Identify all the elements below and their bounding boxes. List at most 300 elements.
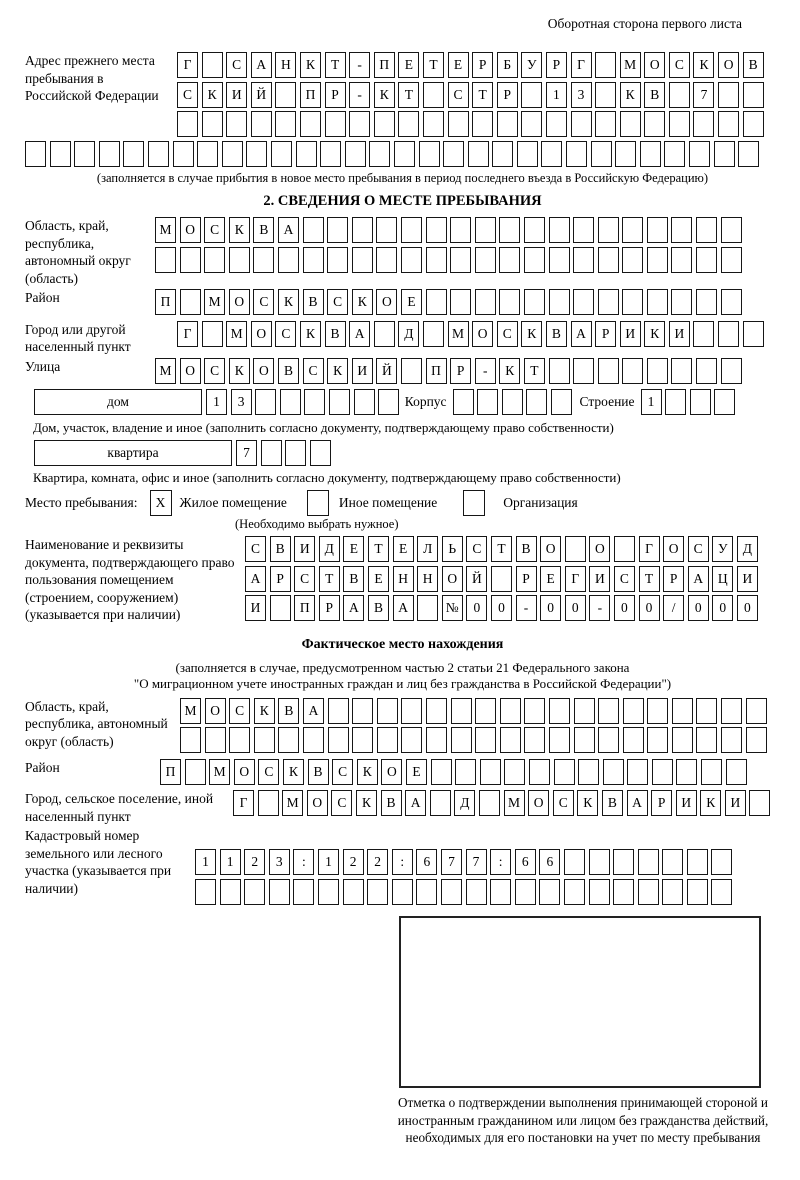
char-box xyxy=(318,879,339,905)
oblast-label: Область, край, республика, автономный округ (область) xyxy=(25,218,131,286)
char-box: А xyxy=(245,566,266,592)
char-box: К xyxy=(693,52,714,78)
char-box xyxy=(672,698,693,724)
char-box xyxy=(573,217,594,243)
char-box xyxy=(696,727,717,753)
char-box: И xyxy=(245,595,266,621)
char-box: - xyxy=(589,595,610,621)
char-box xyxy=(99,141,120,167)
dom-rect-label: дом xyxy=(34,389,202,415)
char-box: Р xyxy=(472,52,493,78)
char-box xyxy=(475,698,496,724)
char-box: О xyxy=(644,52,665,78)
factual-oblast-row-2 xyxy=(180,727,770,753)
char-box xyxy=(197,141,218,167)
char-box xyxy=(329,389,350,415)
char-box xyxy=(696,698,717,724)
char-box: Е xyxy=(368,566,389,592)
char-box xyxy=(696,289,717,315)
char-box xyxy=(417,595,438,621)
gorod-row xyxy=(177,321,767,347)
char-box xyxy=(426,289,447,315)
char-box: О xyxy=(180,217,201,243)
char-box xyxy=(492,141,513,167)
char-box xyxy=(204,247,225,273)
char-box xyxy=(676,759,697,785)
char-box xyxy=(253,247,274,273)
char-box xyxy=(475,217,496,243)
char-box xyxy=(662,849,683,875)
char-box xyxy=(640,141,661,167)
char-box xyxy=(566,141,587,167)
document-row-2 xyxy=(245,566,761,592)
char-box xyxy=(327,247,348,273)
char-box xyxy=(246,141,267,167)
char-box xyxy=(591,141,612,167)
char-box xyxy=(627,759,648,785)
factual-raion-row xyxy=(160,759,750,785)
char-box xyxy=(647,289,668,315)
char-box xyxy=(401,727,422,753)
oblast-field xyxy=(25,217,780,287)
char-box: У xyxy=(521,52,542,78)
char-box: Й xyxy=(376,358,397,384)
char-box: С xyxy=(448,82,469,108)
place-option-label-zhiloe: Жилое помещение xyxy=(179,495,287,510)
char-box: О xyxy=(253,358,274,384)
char-box xyxy=(749,790,770,816)
char-box: И xyxy=(589,566,610,592)
char-box: К xyxy=(374,82,395,108)
char-box: Д xyxy=(398,321,419,347)
char-box: И xyxy=(352,358,373,384)
char-box xyxy=(647,217,668,243)
char-box: Р xyxy=(319,595,340,621)
char-box: Ц xyxy=(712,566,733,592)
char-box xyxy=(669,82,690,108)
factual-title: Фактическое место нахождения xyxy=(301,636,504,652)
char-box: К xyxy=(278,289,299,315)
char-box: К xyxy=(357,759,378,785)
char-box xyxy=(401,247,422,273)
char-box xyxy=(521,111,542,137)
char-box xyxy=(148,141,169,167)
char-box: М xyxy=(282,790,303,816)
char-box: Е xyxy=(406,759,427,785)
char-box: О xyxy=(205,698,226,724)
char-box: 3 xyxy=(231,389,252,415)
char-box: С xyxy=(303,358,324,384)
char-box: С xyxy=(294,566,315,592)
char-box xyxy=(177,111,198,137)
char-box: Г xyxy=(177,52,198,78)
char-box xyxy=(598,358,619,384)
char-box: В xyxy=(325,321,346,347)
char-box: 1 xyxy=(641,389,662,415)
char-box xyxy=(352,217,373,243)
korpus-label: Корпус xyxy=(404,394,447,409)
char-box: 0 xyxy=(639,595,660,621)
char-box: А xyxy=(303,698,324,724)
char-box xyxy=(574,727,595,753)
char-box: Т xyxy=(319,566,340,592)
char-box xyxy=(502,389,523,415)
char-box xyxy=(546,111,567,137)
char-box xyxy=(480,759,501,785)
char-box xyxy=(258,790,279,816)
char-box xyxy=(475,247,496,273)
prev-address-field xyxy=(25,52,780,141)
char-box: М xyxy=(448,321,469,347)
char-box: В xyxy=(516,536,537,562)
char-box: О xyxy=(589,536,610,562)
char-box xyxy=(689,141,710,167)
char-box: / xyxy=(663,595,684,621)
char-box xyxy=(222,141,243,167)
char-box xyxy=(524,698,545,724)
char-box: Р xyxy=(595,321,616,347)
char-box xyxy=(401,217,422,243)
char-box: : xyxy=(490,849,511,875)
char-box xyxy=(394,141,415,167)
char-box: К xyxy=(700,790,721,816)
char-box xyxy=(613,849,634,875)
dom-field xyxy=(34,389,780,419)
char-box: А xyxy=(251,52,272,78)
char-box xyxy=(718,321,739,347)
char-box xyxy=(622,289,643,315)
char-box xyxy=(254,727,275,753)
char-box xyxy=(453,389,474,415)
char-box: В xyxy=(743,52,764,78)
char-box xyxy=(726,759,747,785)
char-box: Е xyxy=(401,289,422,315)
char-box: Р xyxy=(450,358,471,384)
char-box xyxy=(320,141,341,167)
char-box xyxy=(450,289,471,315)
factual-gorod-field xyxy=(25,790,780,825)
char-box xyxy=(352,247,373,273)
char-box xyxy=(392,879,413,905)
char-box xyxy=(529,759,550,785)
char-box xyxy=(598,727,619,753)
char-box xyxy=(280,389,301,415)
cadastre-field xyxy=(25,827,780,908)
document-row-3 xyxy=(245,595,761,621)
char-box: К xyxy=(499,358,520,384)
char-box: С xyxy=(245,536,266,562)
char-box xyxy=(647,358,668,384)
char-box: Д xyxy=(454,790,475,816)
char-box xyxy=(721,217,742,243)
char-box xyxy=(565,536,586,562)
char-box xyxy=(539,879,560,905)
char-box xyxy=(296,141,317,167)
char-box xyxy=(589,849,610,875)
factual-note-2: "О миграционном учете иностранных граждан и лиц без гражданства в Российской Федерации") xyxy=(133,675,672,691)
dom-number-boxes xyxy=(206,389,403,415)
char-box: Т xyxy=(368,536,389,562)
char-box xyxy=(524,727,545,753)
char-box xyxy=(401,698,422,724)
char-box: К xyxy=(620,82,641,108)
char-box xyxy=(303,727,324,753)
char-box: М xyxy=(180,698,201,724)
char-box: С xyxy=(204,358,225,384)
char-box xyxy=(466,879,487,905)
char-box xyxy=(515,879,536,905)
char-box: С xyxy=(226,52,247,78)
char-box: Б xyxy=(497,52,518,78)
char-box xyxy=(376,217,397,243)
char-box: П xyxy=(426,358,447,384)
char-box: И xyxy=(620,321,641,347)
char-box xyxy=(671,217,692,243)
char-box xyxy=(589,879,610,905)
char-box: - xyxy=(349,52,370,78)
char-box: Й xyxy=(466,566,487,592)
char-box: Р xyxy=(651,790,672,816)
char-box xyxy=(524,289,545,315)
char-box xyxy=(275,111,296,137)
char-box xyxy=(50,141,71,167)
char-box xyxy=(377,727,398,753)
char-box xyxy=(573,358,594,384)
char-box xyxy=(328,727,349,753)
char-box xyxy=(746,698,767,724)
raion-row xyxy=(155,289,745,315)
char-box xyxy=(468,141,489,167)
char-box xyxy=(472,111,493,137)
char-box: Т xyxy=(639,566,660,592)
char-box: Т xyxy=(423,52,444,78)
char-box: К xyxy=(300,321,321,347)
place-option-label-inoe: Иное помещение xyxy=(338,495,438,510)
char-box: П xyxy=(300,82,321,108)
char-box: А xyxy=(405,790,426,816)
char-box xyxy=(665,389,686,415)
char-box: О xyxy=(718,52,739,78)
stroenie-boxes xyxy=(641,389,739,415)
char-box: В xyxy=(546,321,567,347)
char-box: : xyxy=(293,849,314,875)
char-box: С xyxy=(327,289,348,315)
char-box xyxy=(455,759,476,785)
char-box: О xyxy=(442,566,463,592)
char-box xyxy=(229,727,250,753)
char-box xyxy=(369,141,390,167)
char-box: 1 xyxy=(546,82,567,108)
char-box xyxy=(647,247,668,273)
char-box: Д xyxy=(737,536,758,562)
char-box xyxy=(499,217,520,243)
char-box xyxy=(711,849,732,875)
prev-address-rows xyxy=(177,52,767,141)
char-box: Е xyxy=(343,536,364,562)
char-box: Р xyxy=(546,52,567,78)
char-box: 7 xyxy=(441,849,462,875)
char-box: И xyxy=(737,566,758,592)
char-box: 2 xyxy=(367,849,388,875)
char-box xyxy=(352,727,373,753)
char-box: 6 xyxy=(416,849,437,875)
ulitsa-label: Улица xyxy=(25,358,61,374)
char-box xyxy=(743,321,764,347)
char-box: О xyxy=(663,536,684,562)
char-box: Т xyxy=(325,52,346,78)
char-box xyxy=(693,111,714,137)
char-box: О xyxy=(251,321,272,347)
korpus-boxes xyxy=(453,389,576,415)
char-box xyxy=(714,389,735,415)
char-box xyxy=(595,52,616,78)
char-box xyxy=(251,111,272,137)
char-box xyxy=(300,111,321,137)
place-option-checkbox-inoe xyxy=(307,490,329,516)
cadastre-row-2 xyxy=(195,879,736,905)
char-box xyxy=(603,759,624,785)
char-box xyxy=(526,389,547,415)
char-box: Н xyxy=(417,566,438,592)
char-box xyxy=(401,358,422,384)
char-box xyxy=(303,217,324,243)
char-box xyxy=(497,111,518,137)
kvartira-boxes xyxy=(236,440,334,466)
char-box: А xyxy=(343,595,364,621)
char-box: Е xyxy=(393,536,414,562)
document-label: Наименование и реквизиты документа, подтверждающего право пользования помещением (строением, сооружением) (указывается при наличии) xyxy=(25,537,235,622)
gorod-field xyxy=(25,321,780,356)
char-box xyxy=(269,879,290,905)
char-box xyxy=(398,111,419,137)
char-box xyxy=(74,141,95,167)
char-box: В xyxy=(602,790,623,816)
char-box: Ь xyxy=(442,536,463,562)
char-box xyxy=(185,759,206,785)
char-box: И xyxy=(725,790,746,816)
char-box: О xyxy=(229,289,250,315)
char-box: 0 xyxy=(737,595,758,621)
char-box: Д xyxy=(319,536,340,562)
char-box xyxy=(310,440,331,466)
char-box xyxy=(549,217,570,243)
prev-address-row-4 xyxy=(25,141,780,167)
char-box: 6 xyxy=(539,849,560,875)
factual-oblast-row-1 xyxy=(180,698,770,724)
char-box xyxy=(738,141,759,167)
char-box xyxy=(598,247,619,273)
char-box xyxy=(620,111,641,137)
char-box: В xyxy=(270,536,291,562)
char-box: Р xyxy=(516,566,537,592)
char-box xyxy=(598,217,619,243)
char-box xyxy=(202,321,223,347)
oblast-row-2 xyxy=(155,247,745,273)
char-box: О xyxy=(180,358,201,384)
char-box: И xyxy=(676,790,697,816)
char-box: Р xyxy=(663,566,684,592)
char-box: К xyxy=(577,790,598,816)
char-box xyxy=(549,727,570,753)
char-box xyxy=(721,289,742,315)
factual-raion-label: Район xyxy=(25,759,60,775)
char-box: 1 xyxy=(220,849,241,875)
char-box xyxy=(647,727,668,753)
char-box xyxy=(173,141,194,167)
char-box: И xyxy=(669,321,690,347)
raion-field xyxy=(25,289,780,319)
char-box: - xyxy=(516,595,537,621)
char-box: М xyxy=(620,52,641,78)
place-option-checkbox-org xyxy=(463,490,485,516)
kvartira-rect-label: квартира xyxy=(34,440,232,466)
place-type-label: Место пребывания: xyxy=(25,495,138,510)
char-box xyxy=(255,389,276,415)
char-box: 7 xyxy=(693,82,714,108)
char-box: А xyxy=(688,566,709,592)
char-box xyxy=(671,358,692,384)
char-box xyxy=(278,247,299,273)
char-box xyxy=(690,389,711,415)
char-box: В xyxy=(368,595,389,621)
dom-caption: Дом, участок, владение и иное (заполнить согласно документу, подтверждающему право собственности) xyxy=(33,419,614,435)
place-type-field xyxy=(25,490,780,516)
char-box xyxy=(491,566,512,592)
char-box: 0 xyxy=(614,595,635,621)
char-box xyxy=(426,217,447,243)
char-box: С xyxy=(229,698,250,724)
char-box xyxy=(376,247,397,273)
char-box xyxy=(419,141,440,167)
char-box xyxy=(443,141,464,167)
char-box xyxy=(378,389,399,415)
gorod-label: Город или другой населенный пункт xyxy=(25,321,131,354)
char-box: Л xyxy=(417,536,438,562)
char-box: С xyxy=(204,217,225,243)
char-box: А xyxy=(278,217,299,243)
char-box xyxy=(343,879,364,905)
char-box xyxy=(374,321,395,347)
char-box xyxy=(671,289,692,315)
prev-address-row-3 xyxy=(177,111,767,137)
char-box xyxy=(595,82,616,108)
char-box xyxy=(521,82,542,108)
char-box xyxy=(345,141,366,167)
char-box xyxy=(504,759,525,785)
char-box: С xyxy=(332,759,353,785)
char-box xyxy=(598,289,619,315)
prev-address-label: Адрес прежнего места пребывания в Российской Федерации xyxy=(25,53,159,103)
char-box xyxy=(541,141,562,167)
char-box xyxy=(551,389,572,415)
char-box xyxy=(696,358,717,384)
char-box: 7 xyxy=(466,849,487,875)
stroenie-label: Строение xyxy=(579,394,635,409)
ulitsa-row xyxy=(155,358,745,384)
char-box: К xyxy=(229,358,250,384)
char-box: О xyxy=(472,321,493,347)
char-box xyxy=(205,727,226,753)
char-box xyxy=(721,247,742,273)
char-box: - xyxy=(349,82,370,108)
char-box xyxy=(615,141,636,167)
char-box: В xyxy=(303,289,324,315)
char-box: О xyxy=(376,289,397,315)
kvartira-field xyxy=(34,440,780,470)
char-box xyxy=(500,698,521,724)
char-box xyxy=(647,698,668,724)
oblast-rows xyxy=(155,217,745,276)
